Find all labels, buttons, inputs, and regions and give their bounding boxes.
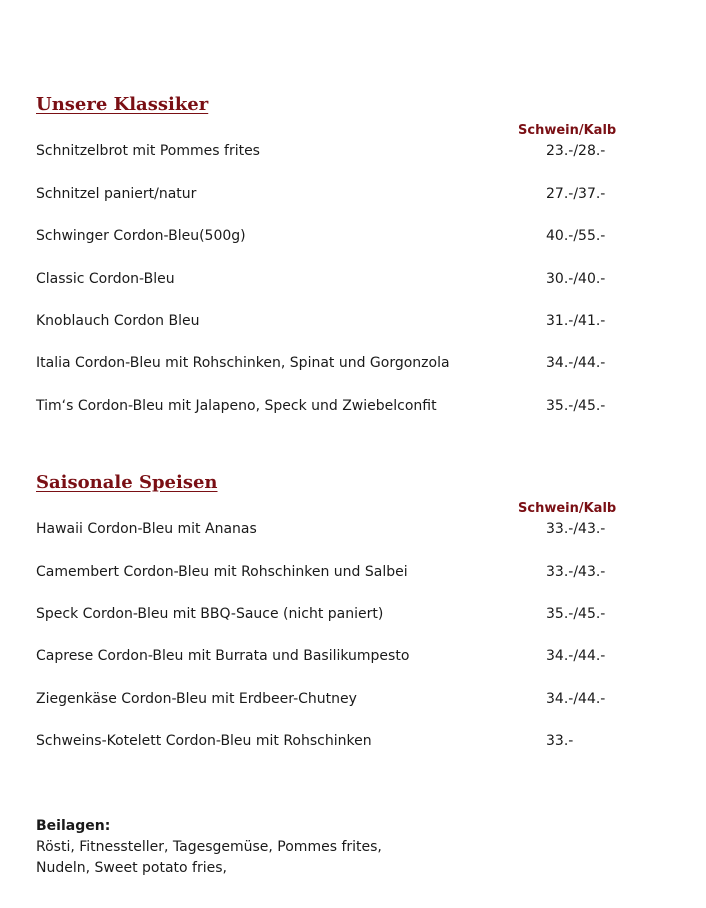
menu-item bbox=[0, 521, 706, 541]
menu-item-price: 34.-/44.- bbox=[546, 691, 606, 707]
menu-item-name: Knoblauch Cordon Bleu bbox=[36, 313, 200, 329]
beilagen-line: Nudeln, Sweet potato fries, bbox=[36, 860, 227, 876]
menu-item-name: Schwinger Cordon-Bleu(500g) bbox=[36, 228, 246, 244]
menu-item-name: Classic Cordon-Bleu bbox=[36, 271, 175, 287]
menu-item-name: Tim‘s Cordon-Bleu mit Jalapeno, Speck und Zwiebelconfit bbox=[36, 398, 437, 414]
menu-item bbox=[0, 606, 706, 626]
menu-item-name: Schweins-Kotelett Cordon-Bleu mit Rohschinken bbox=[36, 733, 372, 749]
menu-item bbox=[0, 228, 706, 248]
menu-item bbox=[0, 398, 706, 418]
menu-item-price: 34.-/44.- bbox=[546, 355, 606, 371]
menu-item-price: 33.-/43.- bbox=[546, 564, 606, 580]
menu-item-name: Hawaii Cordon-Bleu mit Ananas bbox=[36, 521, 257, 537]
beilagen-heading: Beilagen: bbox=[36, 818, 111, 834]
menu-item-name: Schnitzel paniert/natur bbox=[36, 186, 197, 202]
menu-item-name: Schnitzelbrot mit Pommes frites bbox=[36, 143, 260, 159]
menu-item bbox=[0, 648, 706, 668]
menu-item bbox=[0, 564, 706, 584]
menu-item-name: Italia Cordon-Bleu mit Rohschinken, Spinat und Gorgonzola bbox=[36, 355, 450, 371]
menu-item-name: Ziegenkäse Cordon-Bleu mit Erdbeer-Chutney bbox=[36, 691, 357, 707]
price-column-header-saisonal: Schwein/Kalb bbox=[518, 501, 617, 516]
menu-item-name: Caprese Cordon-Bleu mit Burrata und Basilikumpesto bbox=[36, 648, 410, 664]
menu-item-price: 40.-/55.- bbox=[546, 228, 606, 244]
menu-item bbox=[0, 691, 706, 711]
menu-item-name: Speck Cordon-Bleu mit BBQ-Sauce (nicht paniert) bbox=[36, 606, 384, 622]
menu-item-price: 34.-/44.- bbox=[546, 648, 606, 664]
menu-item-name: Camembert Cordon-Bleu mit Rohschinken und Salbei bbox=[36, 564, 408, 580]
menu-item-price: 35.-/45.- bbox=[546, 606, 606, 622]
menu-item-price: 33.-/43.- bbox=[546, 521, 606, 537]
menu-item-price: 31.-/41.- bbox=[546, 313, 606, 329]
menu-item-price: 35.-/45.- bbox=[546, 398, 606, 414]
menu-item bbox=[0, 355, 706, 375]
menu-item bbox=[0, 143, 706, 163]
section-title-saisonal: Saisonale Speisen bbox=[36, 472, 218, 493]
menu-item bbox=[0, 313, 706, 333]
menu-item bbox=[0, 733, 706, 753]
menu-item-price: 33.- bbox=[546, 733, 574, 749]
menu-item-price: 30.-/40.- bbox=[546, 271, 606, 287]
menu-item bbox=[0, 271, 706, 291]
price-column-header-klassiker: Schwein/Kalb bbox=[518, 123, 617, 138]
menu-item bbox=[0, 186, 706, 206]
section-title-klassiker: Unsere Klassiker bbox=[36, 94, 209, 115]
menu-item-price: 27.-/37.- bbox=[546, 186, 606, 202]
beilagen-line: Rösti, Fitnessteller, Tagesgemüse, Pommes frites, bbox=[36, 839, 382, 855]
menu-item-price: 23.-/28.- bbox=[546, 143, 606, 159]
